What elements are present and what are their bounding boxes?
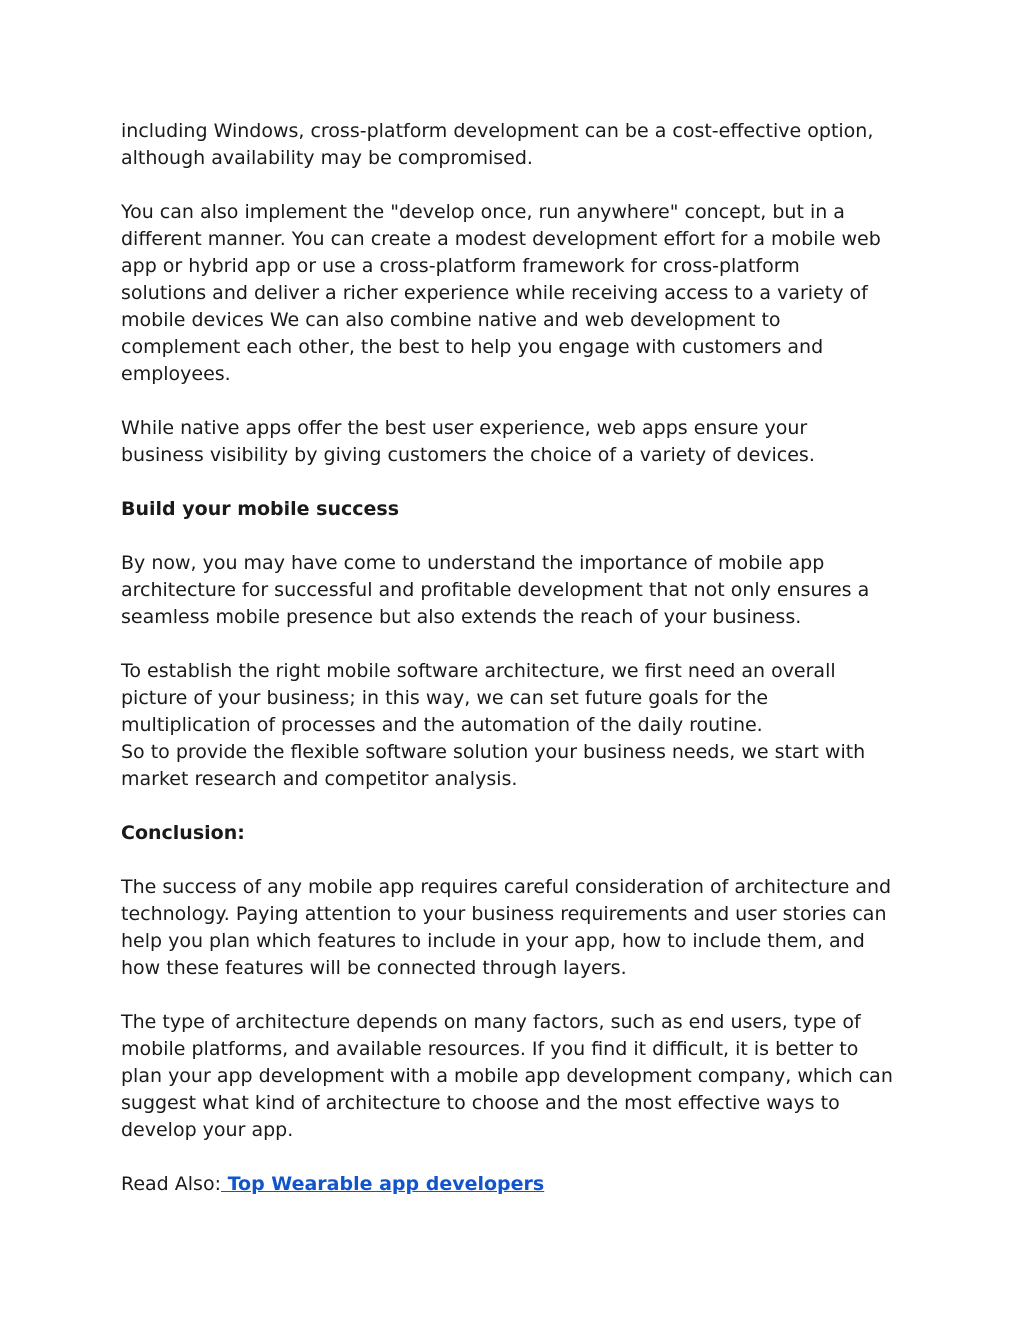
text-line: solutions and deliver a richer experience while receiving access to a variety of <box>121 282 868 304</box>
text-line: business visibility by giving customers the choice of a variety of devices. <box>121 444 815 466</box>
text-line: architecture for successful and profitable development that not only ensures a <box>121 579 870 601</box>
text-line: mobile devices We can also combine native and web development to <box>121 309 781 331</box>
paragraph-success-considerations <box>121 874 921 982</box>
text-line: So to provide the flexible software solution your business needs, we start with <box>121 741 866 763</box>
text-line: technology. Paying attention to your business requirements and user stories can <box>121 903 887 925</box>
text-line: how these features will be connected through layers. <box>121 957 627 979</box>
read-also-link[interactable]: Top Wearable app developers <box>220 1173 545 1195</box>
text-line: multiplication of processes and the automation of the daily routine. <box>121 714 763 736</box>
text-line: develop your app. <box>121 1119 294 1141</box>
text-line: help you plan which features to include in your app, how to include them, and <box>121 930 865 952</box>
text-line: The type of architecture depends on many factors, such as end users, type of <box>121 1011 861 1033</box>
paragraph-architecture-factors <box>121 1009 921 1144</box>
read-also-line <box>121 1171 921 1198</box>
paragraph-develop-once <box>121 199 921 388</box>
text-line: mobile platforms, and available resources. If you find it difficult, it is better to <box>121 1038 859 1060</box>
text-line: To establish the right mobile software architecture, we first need an overall <box>121 660 836 682</box>
document-page <box>121 118 921 1198</box>
paragraph-establish-architecture <box>121 658 921 793</box>
text-line: different manner. You can create a modest development effort for a mobile web <box>121 228 881 250</box>
text-line: including Windows, cross-platform development can be a cost-effective option, <box>121 120 874 142</box>
read-also-label: Read Also: <box>121 1173 221 1195</box>
text-line: While native apps offer the best user experience, web apps ensure your <box>121 417 808 439</box>
paragraph-importance <box>121 550 921 631</box>
paragraph-cross-platform-cost <box>121 118 921 172</box>
section-heading-build-success: Build your mobile success <box>121 498 400 520</box>
text-line: suggest what kind of architecture to choose and the most effective ways to <box>121 1092 840 1114</box>
text-line: The success of any mobile app requires careful consideration of architecture and <box>121 876 892 898</box>
paragraph-native-vs-web <box>121 415 921 469</box>
section-heading-conclusion: Conclusion: <box>121 822 245 844</box>
text-line: seamless mobile presence but also extends the reach of your business. <box>121 606 802 628</box>
text-line: By now, you may have come to understand the importance of mobile app <box>121 552 825 574</box>
text-line: although availability may be compromised. <box>121 147 533 169</box>
text-line: employees. <box>121 363 231 385</box>
text-line: app or hybrid app or use a cross-platform framework for cross-platform <box>121 255 800 277</box>
text-line: complement each other, the best to help you engage with customers and <box>121 336 824 358</box>
text-line: You can also implement the "develop once, run anywhere" concept, but in a <box>121 201 845 223</box>
text-line: market research and competitor analysis. <box>121 768 518 790</box>
text-line: plan your app development with a mobile app development company, which can <box>121 1065 893 1087</box>
text-line: picture of your business; in this way, we can set future goals for the <box>121 687 769 709</box>
